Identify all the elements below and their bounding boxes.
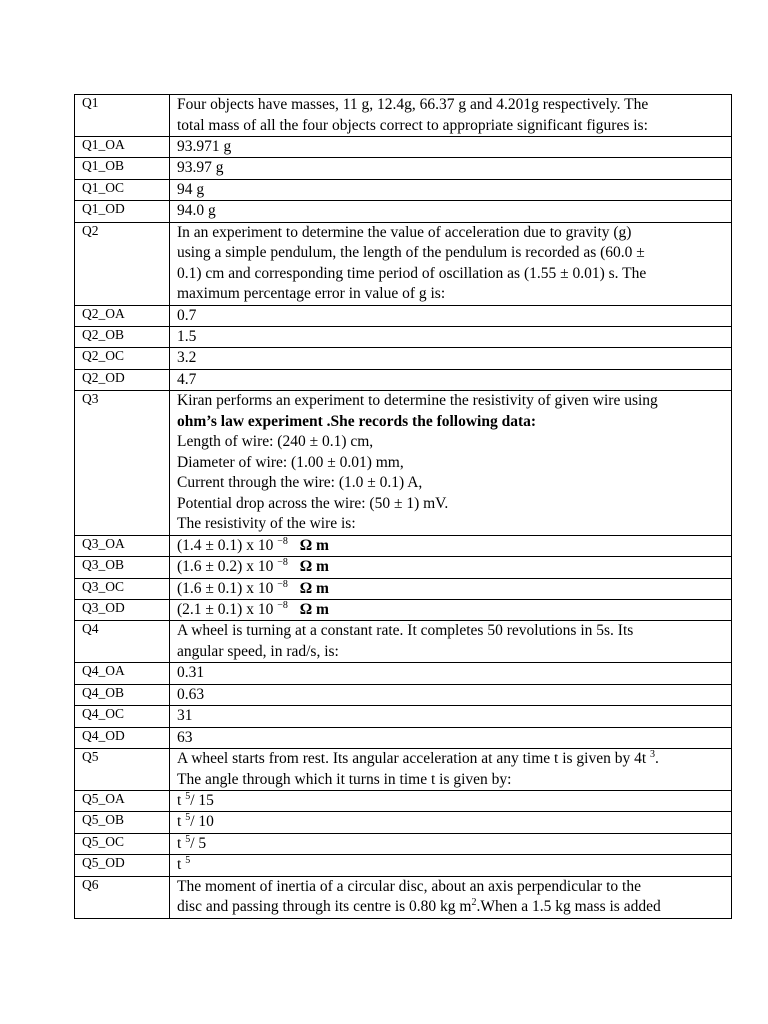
option-value: (1.6 ± 0.1) x 10 <box>177 579 274 597</box>
option-id: Q4_OC <box>75 706 170 727</box>
option-text: 94.0 g <box>170 201 732 222</box>
option-row <box>75 812 732 833</box>
option-text <box>170 599 732 620</box>
option-text <box>170 578 732 599</box>
question-line-end: . <box>655 750 659 767</box>
question-line <box>177 897 731 918</box>
option-base: t <box>177 813 182 831</box>
question-line: Current through the wire: (1.0 ± 0.1) A, <box>177 474 423 492</box>
question-text <box>170 95 732 137</box>
option-text: 94 g <box>170 179 732 200</box>
option-base: t <box>177 792 182 809</box>
question-line: 0.1) cm and corresponding time period of oscillation as (1.55 ± 0.01) s. The <box>177 264 647 282</box>
option-rest: / 15 <box>190 792 214 809</box>
option-id: Q4_OA <box>75 663 170 684</box>
option-id: Q2_OC <box>75 348 170 369</box>
option-rest: / 10 <box>190 813 214 831</box>
question-line: maximum percentage error in value of g is: <box>177 285 446 303</box>
option-id: Q2_OD <box>75 369 170 390</box>
option-text: 4.7 <box>170 369 732 390</box>
option-id: Q2_OA <box>75 305 170 326</box>
option-text <box>170 812 732 833</box>
option-row <box>75 535 732 556</box>
option-unit: Ω m <box>299 600 329 618</box>
question-line: Four objects have masses, 11 g, 12.4g, 66.37 g and 4.201g respectively. The <box>177 96 649 113</box>
option-id: Q4_OD <box>75 727 170 748</box>
option-exponent: −8 <box>277 557 288 569</box>
option-text: 3.2 <box>170 348 732 369</box>
option-text: 1.5 <box>170 327 732 348</box>
option-text: 31 <box>170 706 732 727</box>
option-exponent: −8 <box>277 599 288 611</box>
option-text: 0.7 <box>170 305 732 326</box>
question-text <box>170 391 732 536</box>
question-line: Kiran performs an experiment to determine the resistivity of given wire using <box>177 392 658 410</box>
option-id: Q5_OA <box>75 791 170 812</box>
option-text <box>170 557 732 578</box>
option-id: Q5_OC <box>75 833 170 854</box>
option-text <box>170 855 732 876</box>
question-id: Q5 <box>75 749 170 791</box>
question-line: total mass of all the four objects correct to appropriate significant figures is: <box>177 116 648 134</box>
question-line-bold: ohm’s law experiment .She records the following data: <box>177 412 537 430</box>
question-line: The resistivity of the wire is: <box>177 515 356 533</box>
option-row <box>75 833 732 854</box>
option-row <box>75 348 732 369</box>
option-exponent: 5 <box>185 791 191 802</box>
question-exponent: 3 <box>650 749 656 760</box>
question-line: Diameter of wire: (1.00 ± 0.01) mm, <box>177 453 404 471</box>
option-value: (1.4 ± 0.1) x 10 <box>177 536 274 554</box>
option-id: Q5_OD <box>75 855 170 876</box>
question-id: Q6 <box>75 876 170 918</box>
option-id: Q3_OA <box>75 535 170 556</box>
option-row <box>75 791 732 812</box>
option-exponent: 5 <box>185 812 191 824</box>
question-line-text: disc and passing through its centre is 0.80 kg m <box>177 898 472 916</box>
option-text: 93.971 g <box>170 137 732 158</box>
question-text <box>170 222 732 305</box>
option-text <box>170 791 732 812</box>
option-row <box>75 706 732 727</box>
option-id: Q1_OC <box>75 179 170 200</box>
option-row <box>75 158 732 179</box>
question-line: angular speed, in rad/s, is: <box>177 642 339 660</box>
option-unit: Ω m <box>299 536 329 554</box>
option-row <box>75 179 732 200</box>
question-id: Q4 <box>75 621 170 663</box>
option-row <box>75 327 732 348</box>
option-row <box>75 663 732 684</box>
option-unit: Ω m <box>299 579 329 597</box>
option-row <box>75 855 732 876</box>
question-line: using a simple pendulum, the length of the pendulum is recorded as (60.0 ± <box>177 244 645 262</box>
option-row <box>75 137 732 158</box>
question-row <box>75 876 732 918</box>
option-base: t <box>177 834 182 852</box>
option-value: (2.1 ± 0.1) x 10 <box>177 600 274 618</box>
question-text <box>170 621 732 663</box>
option-id: Q2_OB <box>75 327 170 348</box>
option-text: 0.63 <box>170 684 732 705</box>
option-text: 0.31 <box>170 663 732 684</box>
question-line: A wheel is turning at a constant rate. It completes 50 revolutions in 5s. Its <box>177 622 634 640</box>
option-id: Q3_OD <box>75 599 170 620</box>
option-id: Q1_OA <box>75 137 170 158</box>
option-base: t <box>177 856 182 874</box>
question-line: In an experiment to determine the value of acceleration due to gravity (g) <box>177 223 632 241</box>
option-exponent: 5 <box>185 855 191 867</box>
option-text: 93.97 g <box>170 158 732 179</box>
question-line <box>177 749 731 770</box>
question-row <box>75 95 732 137</box>
option-unit: Ω m <box>299 558 329 576</box>
option-row <box>75 305 732 326</box>
option-id: Q3_OC <box>75 578 170 599</box>
question-text <box>170 749 732 791</box>
option-row <box>75 369 732 390</box>
option-id: Q5_OB <box>75 812 170 833</box>
option-text <box>170 833 732 854</box>
option-text <box>170 535 732 556</box>
option-row <box>75 684 732 705</box>
question-row <box>75 621 732 663</box>
option-rest: / 5 <box>190 834 207 852</box>
option-exponent: −8 <box>277 578 288 590</box>
question-line-end: .When a 1.5 kg mass is added <box>476 898 661 916</box>
option-id: Q1_OB <box>75 158 170 179</box>
question-id: Q3 <box>75 391 170 536</box>
question-line-text: A wheel starts from rest. Its angular acceleration at any time t is given by 4t <box>177 750 647 767</box>
question-row <box>75 391 732 536</box>
question-id: Q2 <box>75 222 170 305</box>
option-row <box>75 578 732 599</box>
question-table <box>74 94 732 919</box>
option-exponent: −8 <box>277 535 288 547</box>
option-text: 63 <box>170 727 732 748</box>
option-row <box>75 599 732 620</box>
question-id: Q1 <box>75 95 170 137</box>
option-id: Q1_OD <box>75 201 170 222</box>
question-text <box>170 876 732 918</box>
option-row <box>75 201 732 222</box>
question-line: The moment of inertia of a circular disc, about an axis perpendicular to the <box>177 877 641 895</box>
option-row <box>75 557 732 578</box>
question-row <box>75 222 732 305</box>
question-line: The angle through which it turns in time t is given by: <box>177 770 512 788</box>
option-row <box>75 727 732 748</box>
question-line: Length of wire: (240 ± 0.1) cm, <box>177 433 374 451</box>
option-id: Q4_OB <box>75 684 170 705</box>
option-value: (1.6 ± 0.2) x 10 <box>177 558 274 576</box>
option-id: Q3_OB <box>75 557 170 578</box>
option-exponent: 5 <box>185 833 191 845</box>
question-row <box>75 749 732 791</box>
question-line: Potential drop across the wire: (50 ± 1) mV. <box>177 494 449 512</box>
question-exponent: 2 <box>471 897 477 909</box>
